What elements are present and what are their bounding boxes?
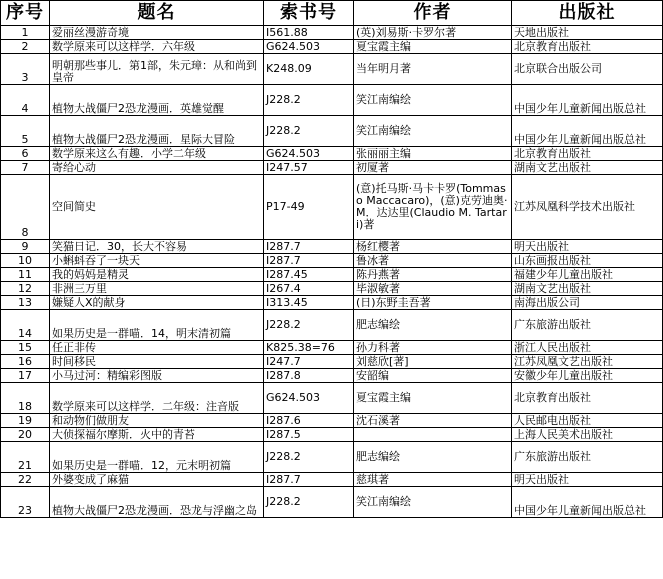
- table-row: [1, 268, 663, 282]
- title-cell[interactable]: 植物大战僵尸2恐龙漫画．恐龙与浮幽之岛: [50, 487, 264, 518]
- header-title[interactable]: 题名: [50, 1, 264, 26]
- author-cell[interactable]: 夏宝霞主编: [354, 383, 512, 414]
- title-cell[interactable]: 笑猫日记．30，长大不容易: [50, 240, 264, 254]
- author-cell[interactable]: 鲁冰著: [354, 254, 512, 268]
- call-number-cell[interactable]: K248.09: [264, 54, 354, 85]
- call-number-cell[interactable]: J228.2: [264, 487, 354, 518]
- author-cell[interactable]: 慈琪著: [354, 473, 512, 487]
- publisher-cell[interactable]: 天地出版社: [512, 26, 663, 40]
- table-row: [1, 175, 663, 240]
- header-serial[interactable]: 序号: [1, 1, 50, 26]
- author-cell[interactable]: 肥志编绘: [354, 310, 512, 341]
- publisher-cell[interactable]: 广东旅游出版社: [512, 310, 663, 341]
- title-cell[interactable]: 嫌疑人X的献身: [50, 296, 264, 310]
- author-cell[interactable]: (意)托马斯·马卡卡罗(Tommaso Maccacaro)，(意)克劳迪奥·M．达达里(Claudio M. Tartari)著: [354, 175, 512, 240]
- title-cell[interactable]: 大侦探福尔摩斯．火中的青苔: [50, 428, 264, 442]
- serial-cell[interactable]: 3: [1, 54, 50, 85]
- table-row: [1, 240, 663, 254]
- title-cell[interactable]: 非洲三万里: [50, 282, 264, 296]
- serial-cell[interactable]: 9: [1, 240, 50, 254]
- author-cell[interactable]: 杨红樱著: [354, 240, 512, 254]
- title-cell[interactable]: 小马过河：精编彩图版: [50, 369, 264, 383]
- title-cell[interactable]: 植物大战僵尸2恐龙漫画．英雄觉醒: [50, 85, 264, 116]
- table-row: [1, 355, 663, 369]
- call-number-cell[interactable]: I313.45: [264, 296, 354, 310]
- author-cell[interactable]: 孙力科著: [354, 341, 512, 355]
- title-cell[interactable]: 时间移民: [50, 355, 264, 369]
- serial-cell[interactable]: 5: [1, 116, 50, 147]
- title-cell[interactable]: 数学原来可以这样学．二年级：注音版: [50, 383, 264, 414]
- serial-cell[interactable]: 21: [1, 442, 50, 473]
- title-cell[interactable]: 明朝那些事儿．第1部，朱元璋：从和尚到皇帝: [50, 54, 264, 85]
- publisher-cell[interactable]: 北京联合出版公司: [512, 54, 663, 85]
- table-row: [1, 161, 663, 175]
- table-row: [1, 369, 663, 383]
- call-number-cell[interactable]: I287.5: [264, 428, 354, 442]
- publisher-cell[interactable]: 浙江人民出版社: [512, 341, 663, 355]
- serial-cell[interactable]: 10: [1, 254, 50, 268]
- publisher-cell[interactable]: 广东旅游出版社: [512, 442, 663, 473]
- call-number-cell[interactable]: P17-49: [264, 175, 354, 240]
- title-cell[interactable]: 小蝌蚪吞了一块天: [50, 254, 264, 268]
- author-cell[interactable]: [354, 428, 512, 442]
- serial-cell[interactable]: 15: [1, 341, 50, 355]
- title-cell[interactable]: 爱丽丝漫游奇境: [50, 26, 264, 40]
- table-row: [1, 414, 663, 428]
- call-number-cell[interactable]: I287.45: [264, 268, 354, 282]
- serial-cell[interactable]: 1: [1, 26, 50, 40]
- author-cell[interactable]: 肥志编绘: [354, 442, 512, 473]
- publisher-cell[interactable]: 安徽少年儿童出版社: [512, 369, 663, 383]
- call-number-cell[interactable]: I287.7: [264, 473, 354, 487]
- serial-cell[interactable]: 16: [1, 355, 50, 369]
- title-cell[interactable]: 如果历史是一群喵．12，元末明初篇: [50, 442, 264, 473]
- serial-cell[interactable]: 13: [1, 296, 50, 310]
- call-number-cell[interactable]: J228.2: [264, 310, 354, 341]
- publisher-cell[interactable]: 福建少年儿童出版社: [512, 268, 663, 282]
- call-number-cell[interactable]: I247.57: [264, 161, 354, 175]
- header-row: [1, 1, 663, 26]
- author-cell[interactable]: 初厦著: [354, 161, 512, 175]
- title-cell[interactable]: 寄给心动: [50, 161, 264, 175]
- table-row: [1, 282, 663, 296]
- publisher-cell[interactable]: 湖南文艺出版社: [512, 161, 663, 175]
- serial-cell[interactable]: 8: [1, 175, 50, 240]
- header-call-number[interactable]: 索书号: [264, 1, 354, 26]
- author-cell[interactable]: 夏宝霞主编: [354, 40, 512, 54]
- publisher-cell[interactable]: 山东画报出版社: [512, 254, 663, 268]
- serial-cell[interactable]: 4: [1, 85, 50, 116]
- publisher-cell[interactable]: 中国少年儿童新闻出版总社: [512, 116, 663, 147]
- serial-cell[interactable]: 23: [1, 487, 50, 518]
- publisher-cell[interactable]: 上海人民美术出版社: [512, 428, 663, 442]
- author-cell[interactable]: 陈丹燕著: [354, 268, 512, 282]
- author-cell[interactable]: 张丽丽主编: [354, 147, 512, 161]
- publisher-cell[interactable]: 明天出版社: [512, 473, 663, 487]
- serial-cell[interactable]: 12: [1, 282, 50, 296]
- title-cell[interactable]: 外婆变成了麻猫: [50, 473, 264, 487]
- title-cell[interactable]: 任正非传: [50, 341, 264, 355]
- call-number-cell[interactable]: K825.38=76: [264, 341, 354, 355]
- serial-cell[interactable]: 14: [1, 310, 50, 341]
- table-row: [1, 473, 663, 487]
- author-cell[interactable]: 当年明月著: [354, 54, 512, 85]
- call-number-cell[interactable]: I287.6: [264, 414, 354, 428]
- author-cell[interactable]: 沈石溪著: [354, 414, 512, 428]
- call-number-cell[interactable]: I287.7: [264, 240, 354, 254]
- call-number-cell[interactable]: J228.2: [264, 442, 354, 473]
- serial-cell[interactable]: 7: [1, 161, 50, 175]
- serial-cell[interactable]: 20: [1, 428, 50, 442]
- serial-cell[interactable]: 2: [1, 40, 50, 54]
- call-number-cell[interactable]: G624.503: [264, 383, 354, 414]
- table-row: [1, 116, 663, 147]
- author-cell[interactable]: 毕淑敏著: [354, 282, 512, 296]
- author-cell[interactable]: 刘慈欣[著]: [354, 355, 512, 369]
- title-cell[interactable]: 和动物们做朋友: [50, 414, 264, 428]
- table-row: [1, 383, 663, 414]
- serial-cell[interactable]: 17: [1, 369, 50, 383]
- publisher-cell[interactable]: 明天出版社: [512, 240, 663, 254]
- table-row: [1, 254, 663, 268]
- table-row: [1, 147, 663, 161]
- title-cell[interactable]: 空间简史: [50, 175, 264, 240]
- author-cell[interactable]: 安韶编: [354, 369, 512, 383]
- table-row: [1, 54, 663, 85]
- serial-cell[interactable]: 18: [1, 383, 50, 414]
- publisher-cell[interactable]: 南海出版公司: [512, 296, 663, 310]
- publisher-cell[interactable]: 湖南文艺出版社: [512, 282, 663, 296]
- publisher-cell[interactable]: 北京教育出版社: [512, 40, 663, 54]
- serial-cell[interactable]: 19: [1, 414, 50, 428]
- table-row: [1, 310, 663, 341]
- publisher-cell[interactable]: 北京教育出版社: [512, 147, 663, 161]
- author-cell[interactable]: (日)东野圭吾著: [354, 296, 512, 310]
- table-row: [1, 442, 663, 473]
- table-row: [1, 341, 663, 355]
- title-cell[interactable]: 数学原来可以这样学．六年级: [50, 40, 264, 54]
- table-row: [1, 296, 663, 310]
- title-cell[interactable]: 我的妈妈是精灵: [50, 268, 264, 282]
- call-number-cell[interactable]: I267.4: [264, 282, 354, 296]
- publisher-cell[interactable]: 中国少年儿童新闻出版总社: [512, 487, 663, 518]
- call-number-cell[interactable]: G624.503: [264, 147, 354, 161]
- title-cell[interactable]: 如果历史是一群喵．14，明末清初篇: [50, 310, 264, 341]
- header-publisher[interactable]: 出版社: [512, 1, 663, 26]
- serial-cell[interactable]: 6: [1, 147, 50, 161]
- call-number-cell[interactable]: I561.88: [264, 26, 354, 40]
- title-cell[interactable]: 数学原来这么有趣．小学二年级: [50, 147, 264, 161]
- serial-cell[interactable]: 22: [1, 473, 50, 487]
- table-row: [1, 26, 663, 40]
- call-number-cell[interactable]: I287.8: [264, 369, 354, 383]
- publisher-cell[interactable]: 人民邮电出版社: [512, 414, 663, 428]
- call-number-cell[interactable]: G624.503: [264, 40, 354, 54]
- title-cell[interactable]: 植物大战僵尸2恐龙漫画．星际大冒险: [50, 116, 264, 147]
- publisher-cell[interactable]: 江苏凤凰科学技术出版社: [512, 175, 663, 240]
- call-number-cell[interactable]: I287.7: [264, 254, 354, 268]
- author-cell[interactable]: (英)刘易斯·卡罗尔著: [354, 26, 512, 40]
- table-row: [1, 428, 663, 442]
- author-cell[interactable]: 笑江南编绘: [354, 116, 512, 147]
- author-cell[interactable]: 笑江南编绘: [354, 85, 512, 116]
- table-row: [1, 487, 663, 518]
- header-author[interactable]: 作者: [354, 1, 512, 26]
- publisher-cell[interactable]: 江苏凤凰文艺出版社: [512, 355, 663, 369]
- author-cell[interactable]: 笑江南编绘: [354, 487, 512, 518]
- call-number-cell[interactable]: I247.7: [264, 355, 354, 369]
- table-row: [1, 85, 663, 116]
- publisher-cell[interactable]: 中国少年儿童新闻出版总社: [512, 85, 663, 116]
- serial-cell[interactable]: 11: [1, 268, 50, 282]
- publisher-cell[interactable]: 北京教育出版社: [512, 383, 663, 414]
- call-number-cell[interactable]: J228.2: [264, 116, 354, 147]
- call-number-cell[interactable]: J228.2: [264, 85, 354, 116]
- table-row: [1, 40, 663, 54]
